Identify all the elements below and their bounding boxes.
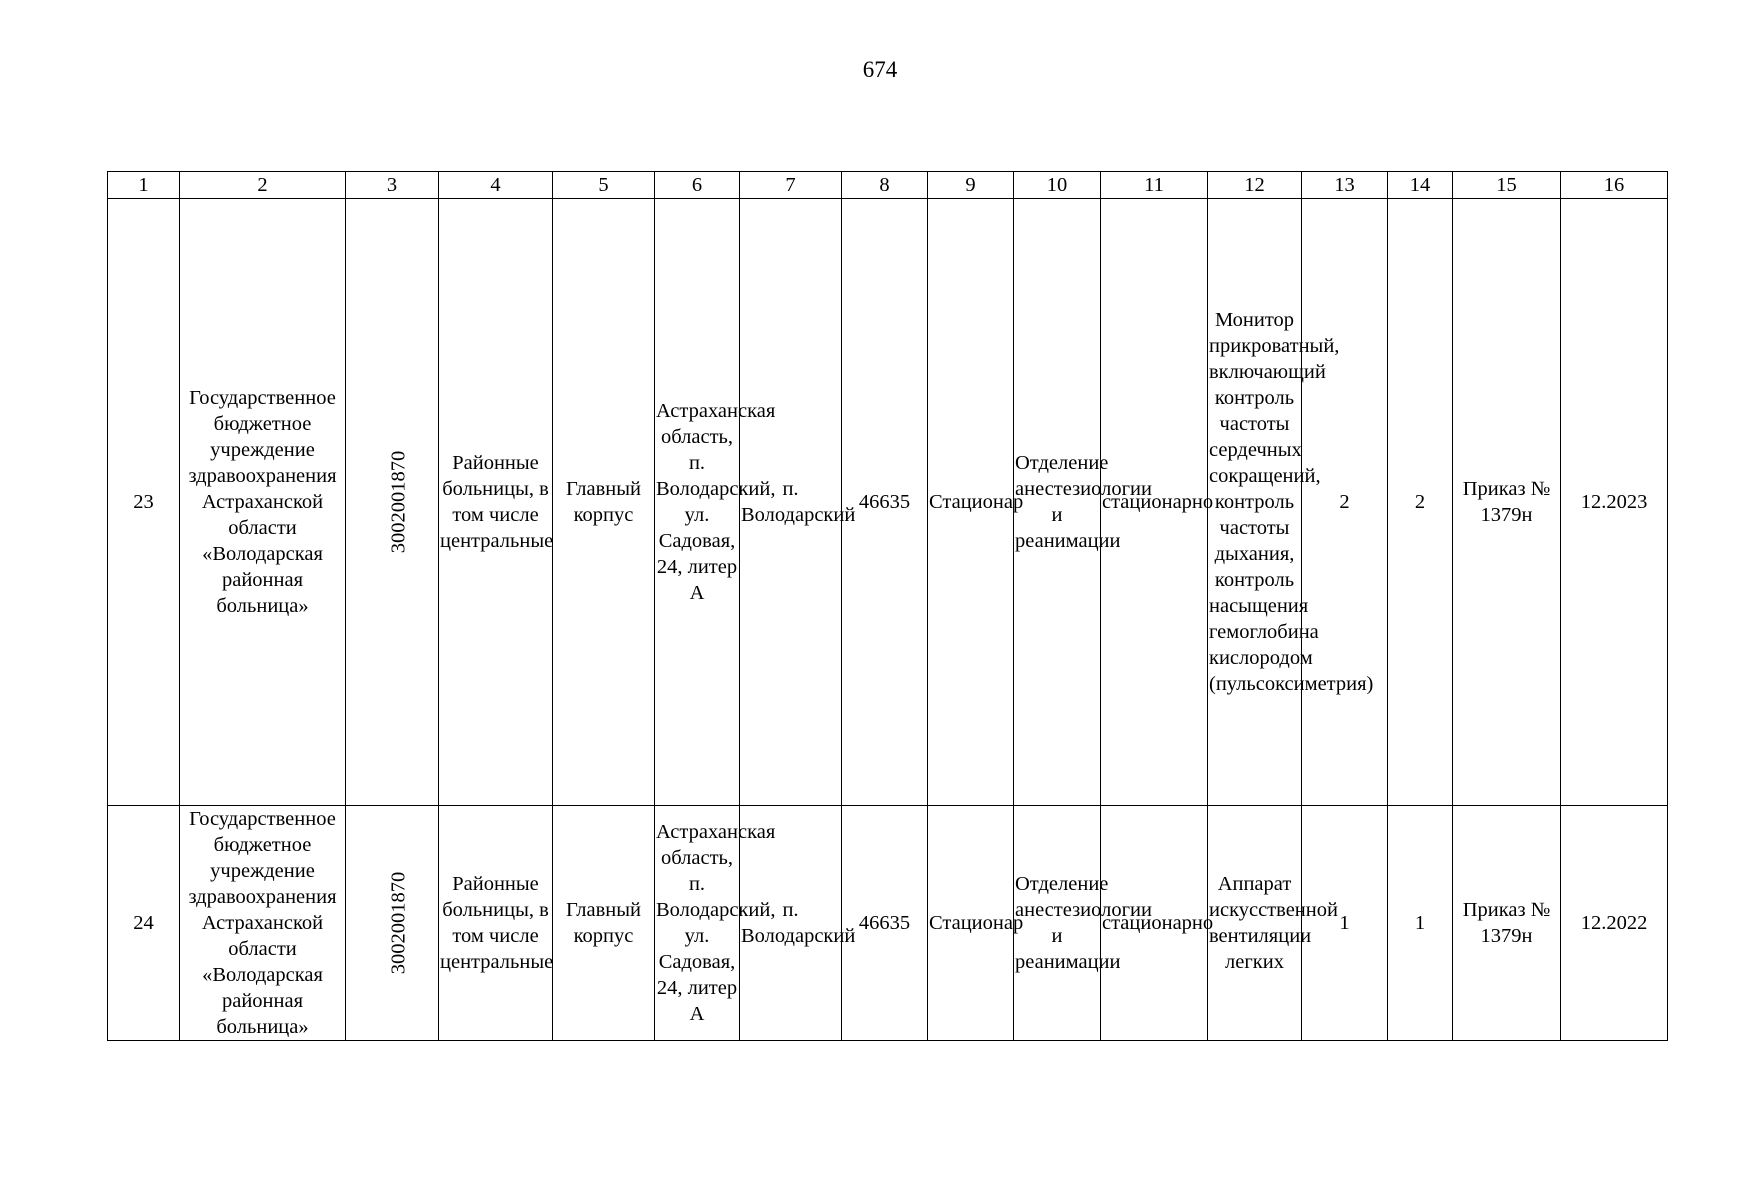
column-header: 13 [1302,172,1388,199]
oktmo-cell: 46635 [842,199,928,806]
organization-cell: Государственное бюджетное учреждение здравоохранения Астраханской области «Володарская районная больница» [180,199,346,806]
care-type-cell: Стационар [928,806,1014,1041]
page-number: 674 [862,57,898,82]
care-conditions-cell: стационарно [1101,199,1208,806]
building-cell: Главный корпус [553,199,655,806]
locality-cell: п. Володарский [740,806,842,1041]
column-header: 11 [1101,172,1208,199]
table-header-row [108,172,1668,199]
column-header: 8 [842,172,928,199]
locality-cell: п. Володарский [740,199,842,806]
inn-text: 3002001870 [387,450,410,554]
column-header: 12 [1208,172,1302,199]
address-cell: Астраханская область, п. Володарский, ул. Садовая, 24, литер А [655,199,740,806]
equipment-cell: Аппарат искусственной вентиляции легких [1208,806,1302,1041]
department-cell: Отделение анестезиологии и реанимации [1014,199,1101,806]
inn-cell [346,199,439,806]
order-cell: Приказ № 1379н [1453,806,1561,1041]
date-cell: 12.2022 [1561,806,1668,1041]
quantity-cell: 2 [1302,199,1388,806]
column-header: 4 [439,172,553,199]
inn-text: 3002001870 [387,871,410,975]
facility-type-cell: Районные больницы, в том числе центральные [439,199,553,806]
inn-cell [346,806,439,1041]
care-type-cell: Стационар [928,199,1014,806]
address-cell: Астраханская область, п. Володарский, ул. Садовая, 24, литер А [655,806,740,1041]
facility-type-cell: Районные больницы, в том числе центральные [439,806,553,1041]
column-header: 3 [346,172,439,199]
column-header: 5 [553,172,655,199]
column-header: 2 [180,172,346,199]
data-table [107,171,1668,1041]
row-number-cell: 23 [108,199,180,806]
oktmo-cell: 46635 [842,806,928,1041]
order-cell: Приказ № 1379н [1453,199,1561,806]
department-cell: Отделение анестезиологии и реанимации [1014,806,1101,1041]
row-number-cell: 24 [108,806,180,1041]
column-header: 7 [740,172,842,199]
organization-cell: Государственное бюджетное учреждение здравоохранения Астраханской области «Володарская районная больница» [180,806,346,1041]
table-row [108,199,1668,806]
equipment-cell: Монитор прикроватный, включающий контроль частоты сердечных сокращений, контроль частоты дыхания, контроль насыщения гемоглобина кислородом (пульсоксиметрия) [1208,199,1302,806]
column-header: 6 [655,172,740,199]
table-row [108,806,1668,1041]
quantity-cell: 2 [1388,199,1453,806]
care-conditions-cell: стационарно [1101,806,1208,1041]
date-cell: 12.2023 [1561,199,1668,806]
column-header: 14 [1388,172,1453,199]
column-header: 1 [108,172,180,199]
quantity-cell: 1 [1388,806,1453,1041]
column-header: 16 [1561,172,1668,199]
column-header: 15 [1453,172,1561,199]
column-header: 10 [1014,172,1101,199]
quantity-cell: 1 [1302,806,1388,1041]
building-cell: Главный корпус [553,806,655,1041]
column-header: 9 [928,172,1014,199]
